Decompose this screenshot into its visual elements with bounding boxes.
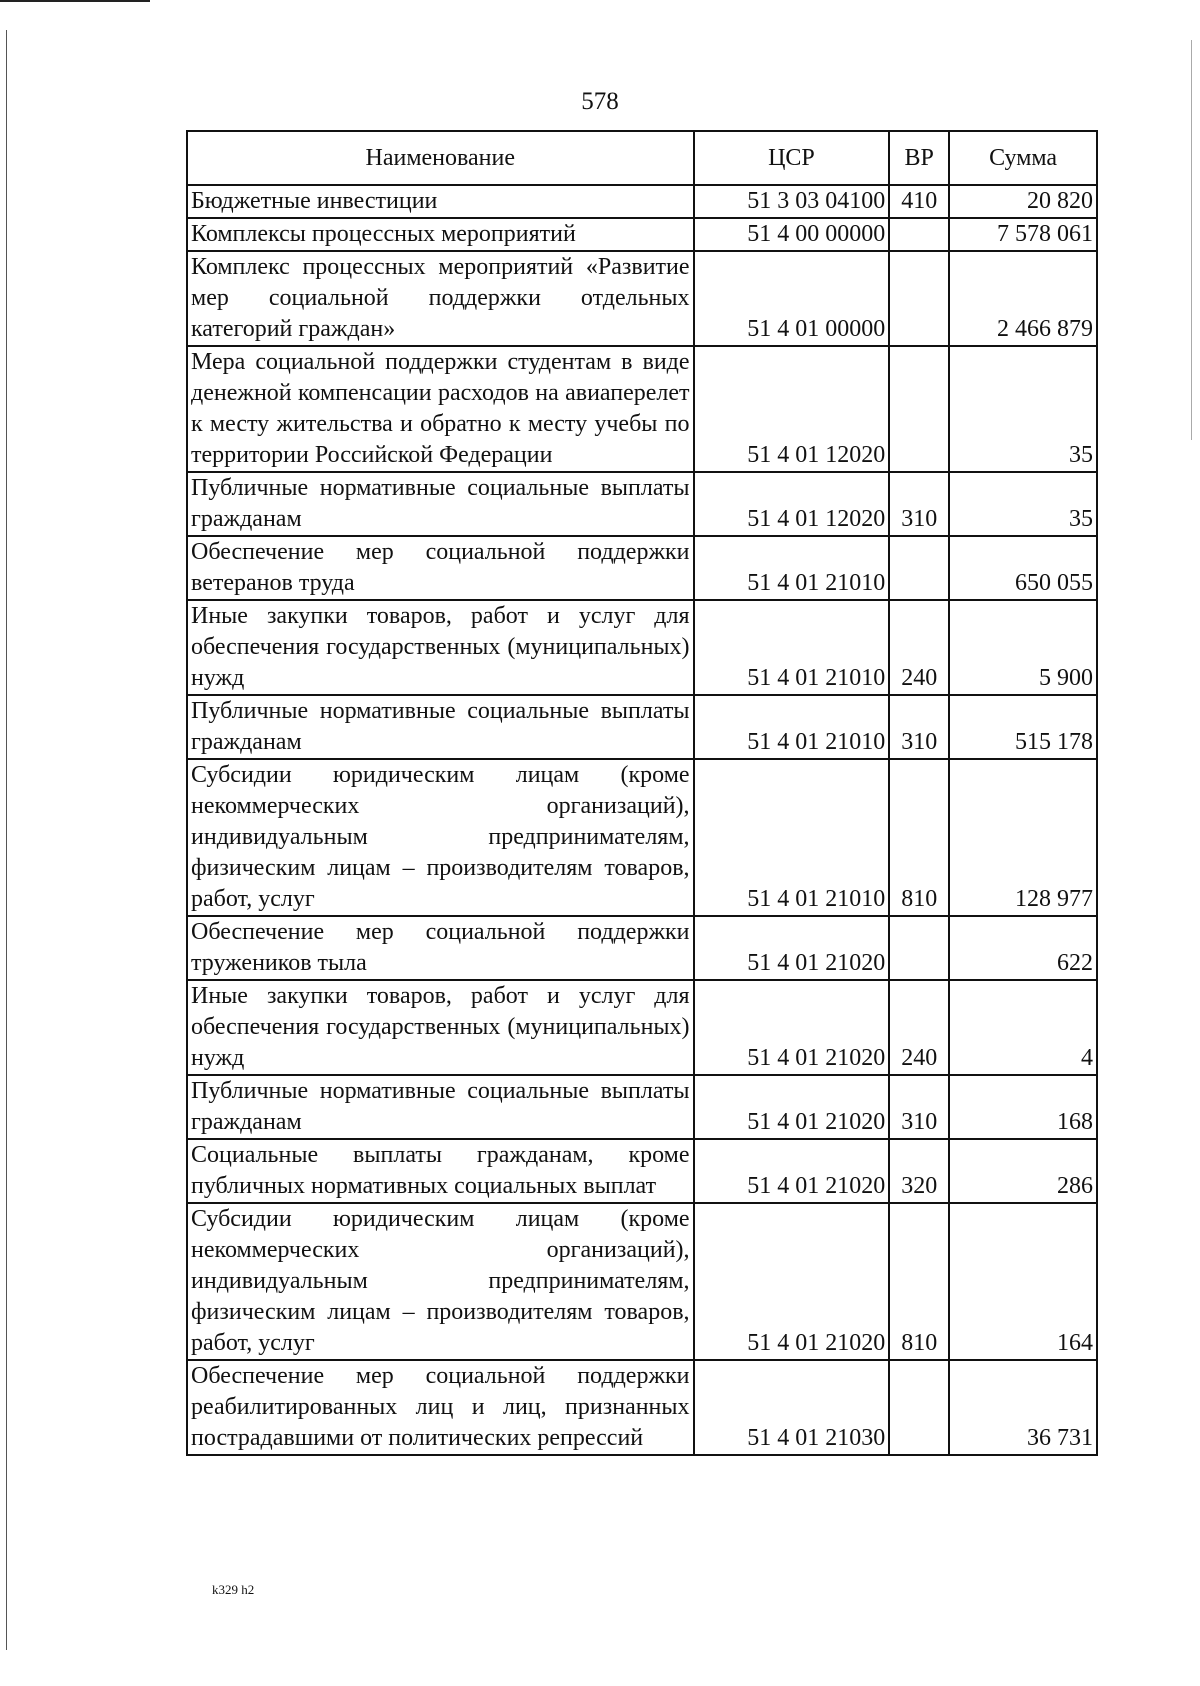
row-name: Иные закупки товаров, работ и услуг для обеспечения государственных (муниципальных) нужд bbox=[187, 600, 694, 695]
row-sum: 5 900 bbox=[949, 600, 1097, 695]
row-name: Обеспечение мер социальной поддержки тружеников тыла bbox=[187, 916, 694, 980]
row-name: Публичные нормативные социальные выплаты гражданам bbox=[187, 695, 694, 759]
row-name: Социальные выплаты гражданам, кроме публичных нормативных социальных выплат bbox=[187, 1139, 694, 1203]
row-vr bbox=[889, 346, 949, 472]
table-row bbox=[187, 600, 1097, 695]
row-sum: 164 bbox=[949, 1203, 1097, 1360]
header-vr: ВР bbox=[889, 131, 949, 185]
row-name: Обеспечение мер социальной поддержки реабилитированных лиц и лиц, признанных пострадавшими от политических репрессий bbox=[187, 1360, 694, 1455]
row-name: Комплекс процессных мероприятий «Развитие мер социальной поддержки отдельных категорий граждан» bbox=[187, 251, 694, 346]
row-vr: 310 bbox=[889, 472, 949, 536]
row-csr: 51 4 01 21010 bbox=[694, 536, 890, 600]
row-vr: 240 bbox=[889, 980, 949, 1075]
row-name: Бюджетные инвестиции bbox=[187, 185, 694, 218]
table-header-row bbox=[187, 131, 1097, 185]
header-sum: Сумма bbox=[949, 131, 1097, 185]
row-csr: 51 4 01 21020 bbox=[694, 1139, 890, 1203]
budget-table bbox=[186, 130, 1098, 1456]
row-vr: 810 bbox=[889, 1203, 949, 1360]
row-sum: 4 bbox=[949, 980, 1097, 1075]
header-csr: ЦСР bbox=[694, 131, 890, 185]
row-csr: 51 4 01 21020 bbox=[694, 1075, 890, 1139]
row-name: Субсидии юридическим лицам (кроме некоммерческих организаций), индивидуальным предпринимателям, физическим лицам – производителям товаров, работ, услуг bbox=[187, 759, 694, 916]
row-sum: 286 bbox=[949, 1139, 1097, 1203]
row-vr: 310 bbox=[889, 1075, 949, 1139]
table-row bbox=[187, 695, 1097, 759]
table-row bbox=[187, 1360, 1097, 1455]
row-sum: 2 466 879 bbox=[949, 251, 1097, 346]
row-sum: 168 bbox=[949, 1075, 1097, 1139]
row-csr: 51 4 01 12020 bbox=[694, 472, 890, 536]
table-row bbox=[187, 251, 1097, 346]
table-row bbox=[187, 1075, 1097, 1139]
row-csr: 51 4 01 21030 bbox=[694, 1360, 890, 1455]
row-name: Комплексы процессных мероприятий bbox=[187, 218, 694, 251]
row-csr: 51 4 01 21010 bbox=[694, 695, 890, 759]
row-vr: 240 bbox=[889, 600, 949, 695]
table-row bbox=[187, 980, 1097, 1075]
table-row bbox=[187, 1203, 1097, 1360]
row-vr bbox=[889, 218, 949, 251]
row-csr: 51 4 01 21010 bbox=[694, 600, 890, 695]
row-csr: 51 4 01 21010 bbox=[694, 759, 890, 916]
row-vr bbox=[889, 536, 949, 600]
row-csr: 51 4 01 00000 bbox=[694, 251, 890, 346]
scan-edge-top bbox=[0, 0, 150, 2]
row-name: Мера социальной поддержки студентам в виде денежной компенсации расходов на авиаперелет к месту жительства и обратно к месту учебы по территории Российской Федерации bbox=[187, 346, 694, 472]
row-sum: 7 578 061 bbox=[949, 218, 1097, 251]
row-vr: 310 bbox=[889, 695, 949, 759]
row-name: Публичные нормативные социальные выплаты гражданам bbox=[187, 1075, 694, 1139]
table-row bbox=[187, 916, 1097, 980]
row-csr: 51 3 03 04100 bbox=[694, 185, 890, 218]
table-row bbox=[187, 346, 1097, 472]
row-name: Иные закупки товаров, работ и услуг для обеспечения государственных (муниципальных) нужд bbox=[187, 980, 694, 1075]
row-name: Субсидии юридическим лицам (кроме некоммерческих организаций), индивидуальным предпринимателям, физическим лицам – производителям товаров, работ, услуг bbox=[187, 1203, 694, 1360]
row-vr bbox=[889, 916, 949, 980]
row-sum: 650 055 bbox=[949, 536, 1097, 600]
row-sum: 35 bbox=[949, 472, 1097, 536]
row-csr: 51 4 01 21020 bbox=[694, 980, 890, 1075]
row-csr: 51 4 01 21020 bbox=[694, 1203, 890, 1360]
scan-edge-left bbox=[6, 30, 7, 1650]
row-vr bbox=[889, 251, 949, 346]
row-vr: 320 bbox=[889, 1139, 949, 1203]
row-name: Обеспечение мер социальной поддержки ветеранов труда bbox=[187, 536, 694, 600]
table-row bbox=[187, 185, 1097, 218]
row-csr: 51 4 01 21020 bbox=[694, 916, 890, 980]
row-name: Публичные нормативные социальные выплаты гражданам bbox=[187, 472, 694, 536]
row-vr: 810 bbox=[889, 759, 949, 916]
footer-code: k329 h2 bbox=[212, 1582, 255, 1597]
row-sum: 622 bbox=[949, 916, 1097, 980]
table-row bbox=[187, 1139, 1097, 1203]
header-name: Наименование bbox=[187, 131, 694, 185]
table-row bbox=[187, 536, 1097, 600]
row-sum: 515 178 bbox=[949, 695, 1097, 759]
table-row bbox=[187, 218, 1097, 251]
row-sum: 128 977 bbox=[949, 759, 1097, 916]
row-sum: 35 bbox=[949, 346, 1097, 472]
row-vr: 410 bbox=[889, 185, 949, 218]
page-number: 578 bbox=[581, 88, 619, 115]
row-vr bbox=[889, 1360, 949, 1455]
table-row bbox=[187, 472, 1097, 536]
row-sum: 20 820 bbox=[949, 185, 1097, 218]
table-row bbox=[187, 759, 1097, 916]
row-csr: 51 4 01 12020 bbox=[694, 346, 890, 472]
row-sum: 36 731 bbox=[949, 1360, 1097, 1455]
row-csr: 51 4 00 00000 bbox=[694, 218, 890, 251]
